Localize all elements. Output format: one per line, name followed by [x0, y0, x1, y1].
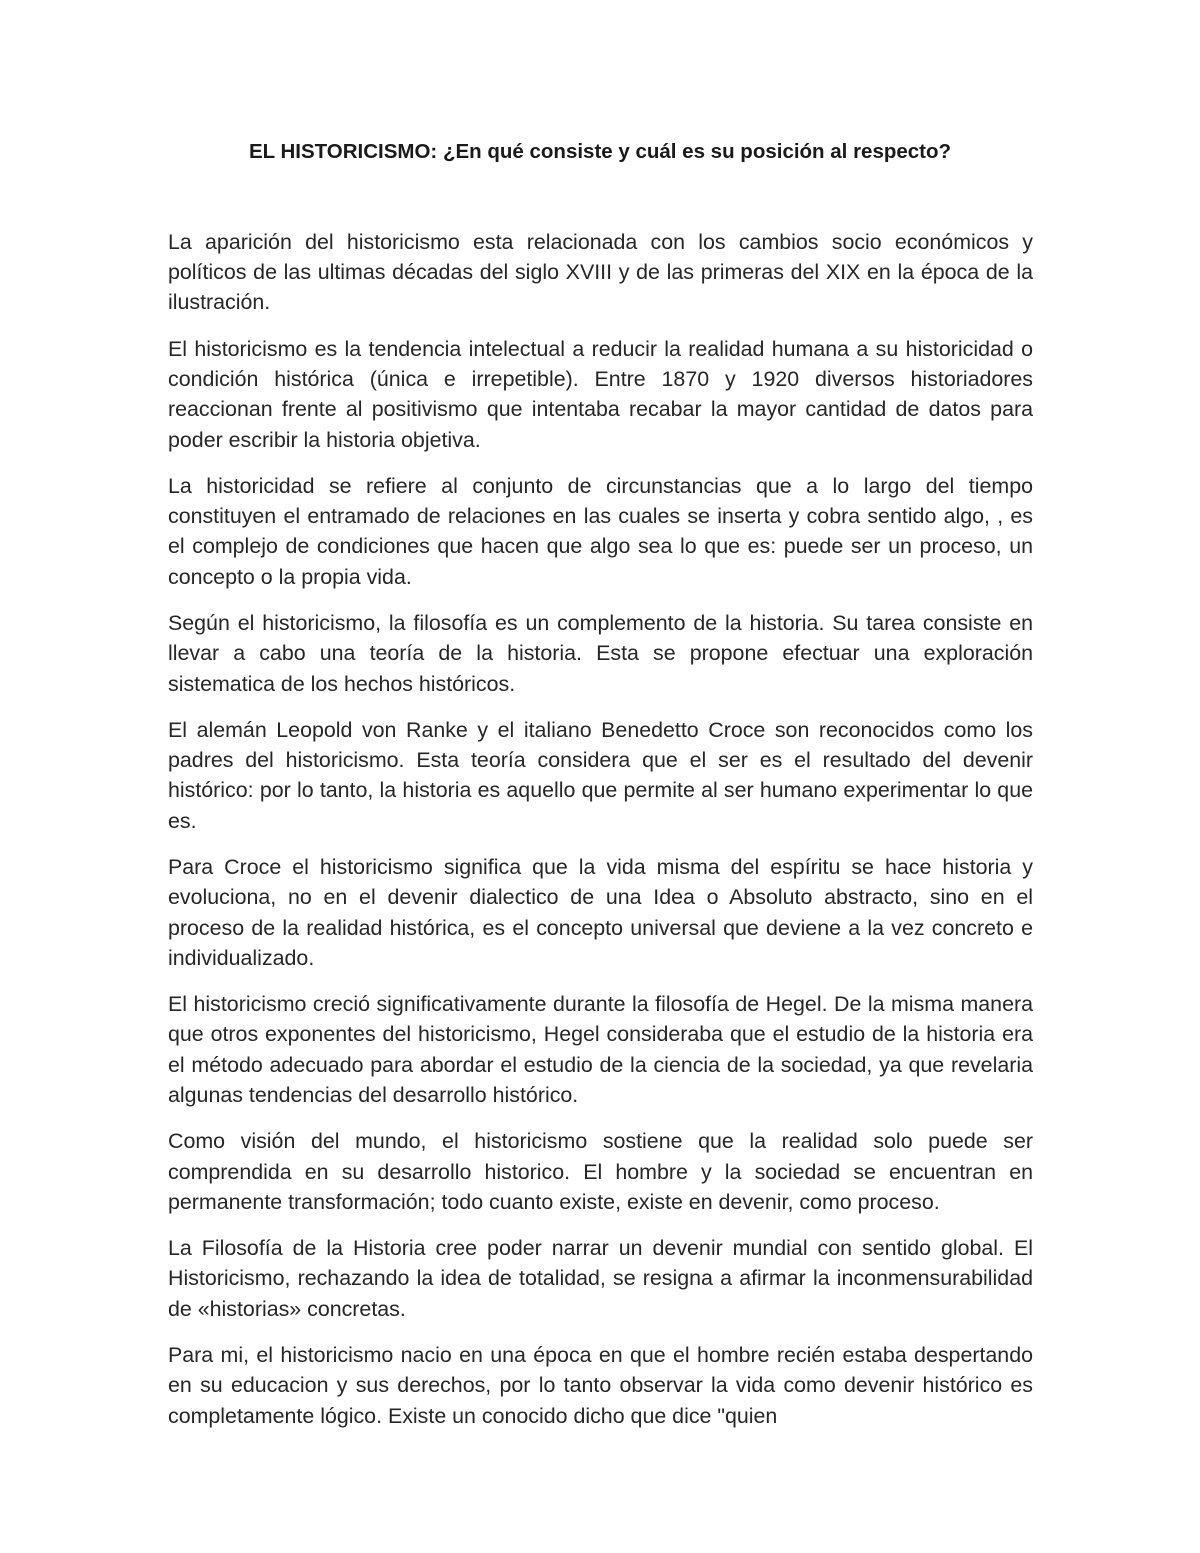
paragraph: Como visión del mundo, el historicismo sostiene que la realidad solo puede ser comprendida en su desarrollo historico. El hombre y la sociedad se encuentran en permanente transformación; todo cuanto existe, existe en devenir, como proceso. — [168, 1129, 1033, 1214]
paragraph: Para Croce el historicismo significa que la vida misma del espíritu se hace historia y evoluciona, no en el devenir dialectico de una Idea o Absoluto abstracto, sino en el proceso de la realidad histórica, es el concepto universal que deviene a la vez concreto e individualizado. — [168, 855, 1033, 970]
paragraph: La historicidad se refiere al conjunto de circunstancias que a lo largo del tiempo constituyen el entramado de relaciones en las cuales se inserta y cobra sentido algo, , es el complejo de condiciones que hacen que algo sea lo que es: puede ser un proceso, un concepto o la propia vida. — [168, 474, 1033, 589]
paragraph: La Filosofía de la Historia cree poder narrar un devenir mundial con sentido global. El Historicismo, rechazando la idea de totalidad, se resigna a afirmar la inconmensurabilidad de «historias» concretas. — [168, 1236, 1033, 1321]
paragraph: El historicismo es la tendencia intelectual a reducir la realidad humana a su historicidad o condición histórica (única e irrepetible). Entre 1870 y 1920 diversos historiadores reaccionan frente al positivismo que intentaba recabar la mayor cantidad de datos para poder escribir la historia objetiva. — [168, 336, 1033, 452]
paragraph: La aparición del historicismo esta relacionada con los cambios socio económicos y políticos de las ultimas décadas del siglo XVIII y de las primeras del XIX en la época de la ilustración. — [168, 230, 1033, 315]
paragraph: Según el historicismo, la filosofía es un complemento de la historia. Su tarea consiste en llevar a cabo una teoría de la historia. Esta se propone efectuar una exploración sistematica de los hechos históricos. — [168, 611, 1033, 696]
document-body — [168, 227, 1033, 1431]
paragraph: El alemán Leopold von Ranke y el italiano Benedetto Croce son reconocidos como los padres del historicismo. Esta teoría considera que el ser es el resultado del devenir histórico: por lo tanto, la historia es aquello que permite al ser humano experimentar lo que es. — [168, 718, 1033, 833]
document-title: EL HISTORICISMO: ¿En qué consiste y cuál es su posición al respecto? — [248, 140, 952, 163]
paragraph: Para mi, el historicismo nacio en una época en que el hombre recién estaba despertando en su educacion y sus derechos, por lo tanto observar la vida como devenir histórico es completamente lógico. Existe un conocido dicho que dice "quien — [168, 1343, 1033, 1428]
paragraph: El historicismo creció significativamente durante la filosofía de Hegel. De la misma manera que otros exponentes del historicismo, Hegel consideraba que el estudio de la historia era el método adecuado para abordar el estudio de la ciencia de la sociedad, ya que revelaria algunas tendencias del desarrollo histórico. — [168, 992, 1033, 1107]
